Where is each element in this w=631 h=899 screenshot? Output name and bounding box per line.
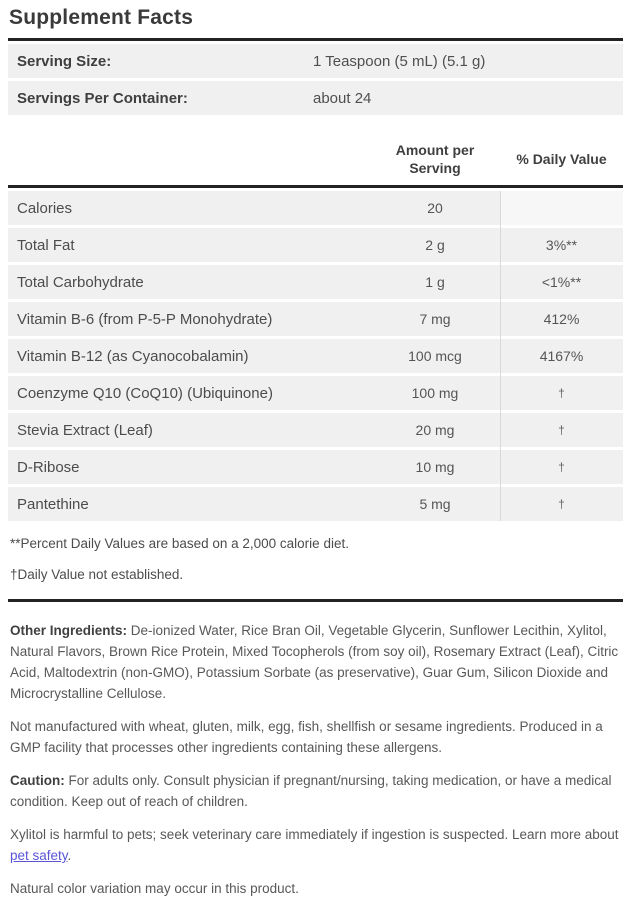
allergen-paragraph: Not manufactured with wheat, gluten, milk, egg, fish, shellfish or sesame ingredients. Produced in a GMP facility that processes other ingredients containing these allergens. [10, 719, 603, 755]
dv-not-established-footnote: †Daily Value not established. [10, 567, 184, 582]
nutrient-dv: 3%** [500, 228, 623, 262]
nutrient-amount: 20 [370, 191, 500, 225]
other-ingredients-text: De-ionized Water, Rice Bran Oil, Vegetable Glycerin, Sunflower Lecithin, Xylitol, Natural Flavors, Brown Rice Protein, Mixed Tocopherols (from soy oil), Rosemary Extract (Leaf), Citric Acid, Maltodextrin (non-GMO), Potassium Sorbate (as preservative), Guar Gum, Silicon Dioxide and Microcrystalline Cellulose. [10, 623, 619, 701]
nutrient-dv: † [500, 413, 623, 447]
header-divider [8, 185, 623, 188]
nutrient-name: Stevia Extract (Leaf) [8, 413, 370, 447]
nutrient-amount: 100 mg [370, 376, 500, 410]
caution-label: Caution: [10, 773, 65, 788]
serving-size-value: 1 Teaspoon (5 mL) (5.1 g) [313, 52, 486, 70]
other-ingredients-paragraph [10, 620, 623, 704]
table-row [8, 413, 623, 447]
serving-size-row [8, 44, 623, 78]
nutrient-amount: 20 mg [370, 413, 500, 447]
amount-per-serving-header: Amount per Serving [395, 142, 475, 176]
nutrient-dv: <1%** [500, 265, 623, 299]
table-row [8, 302, 623, 336]
nutrient-name: D-Ribose [8, 450, 370, 484]
column-divider [500, 191, 501, 521]
table-row [8, 376, 623, 410]
nutrient-dv: 4167% [500, 339, 623, 373]
nutrient-dv: 412% [500, 302, 623, 336]
nutrient-dv: † [500, 376, 623, 410]
nutrient-amount: 100 mcg [370, 339, 500, 373]
daily-value-footnote: **Percent Daily Values are based on a 2,000 calorie diet. [10, 536, 349, 551]
top-divider [8, 38, 623, 41]
servings-per-container-row [8, 81, 623, 115]
nutrient-dv: † [500, 487, 623, 521]
nutrient-dv [500, 191, 623, 225]
xylitol-paragraph [10, 824, 623, 866]
serving-size-label: Serving Size: [17, 52, 112, 70]
table-row [8, 339, 623, 373]
pet-safety-link[interactable]: pet safety [10, 848, 68, 863]
nutrient-dv: † [500, 450, 623, 484]
bottom-divider [8, 599, 623, 602]
nutrient-amount: 5 mg [370, 487, 500, 521]
xylitol-period: . [67, 848, 72, 863]
page-title: Supplement Facts [9, 6, 194, 29]
nutrient-amount: 10 mg [370, 450, 500, 484]
nutrient-table [8, 191, 623, 521]
table-row [8, 265, 623, 299]
caution-paragraph [10, 770, 623, 812]
table-row [8, 487, 623, 521]
nutrient-amount: 1 g [370, 265, 500, 299]
nutrient-amount: 2 g [370, 228, 500, 262]
servings-per-container-label: Servings Per Container: [17, 89, 188, 107]
natural-color-paragraph: Natural color variation may occur in this product. [10, 881, 299, 896]
footnotes [8, 535, 623, 584]
other-ingredients-label: Other Ingredients: [10, 623, 128, 638]
table-row [8, 228, 623, 262]
nutrient-name: Total Fat [8, 228, 370, 262]
nutrient-name: Pantethine [8, 487, 370, 521]
nutrient-name: Total Carbohydrate [8, 265, 370, 299]
daily-value-header: % Daily Value [516, 151, 607, 167]
table-row [8, 450, 623, 484]
nutrient-name: Coenzyme Q10 (CoQ10) (Ubiquinone) [8, 376, 370, 410]
nutrient-amount: 7 mg [370, 302, 500, 336]
nutrient-name: Calories [8, 191, 370, 225]
nutrient-name: Vitamin B-12 (as Cyanocobalamin) [8, 339, 370, 373]
nutrient-name: Vitamin B-6 (from P-5-P Monohydrate) [8, 302, 370, 336]
table-row [8, 191, 623, 225]
info-paragraphs [8, 620, 623, 899]
servings-per-container-value: about 24 [313, 89, 372, 107]
xylitol-text: Xylitol is harmful to pets; seek veterinary care immediately if ingestion is suspected. Learn more about [10, 827, 619, 842]
caution-text: For adults only. Consult physician if pregnant/nursing, taking medication, or have a medical condition. Keep out of reach of children. [10, 773, 612, 809]
table-header [8, 141, 623, 185]
